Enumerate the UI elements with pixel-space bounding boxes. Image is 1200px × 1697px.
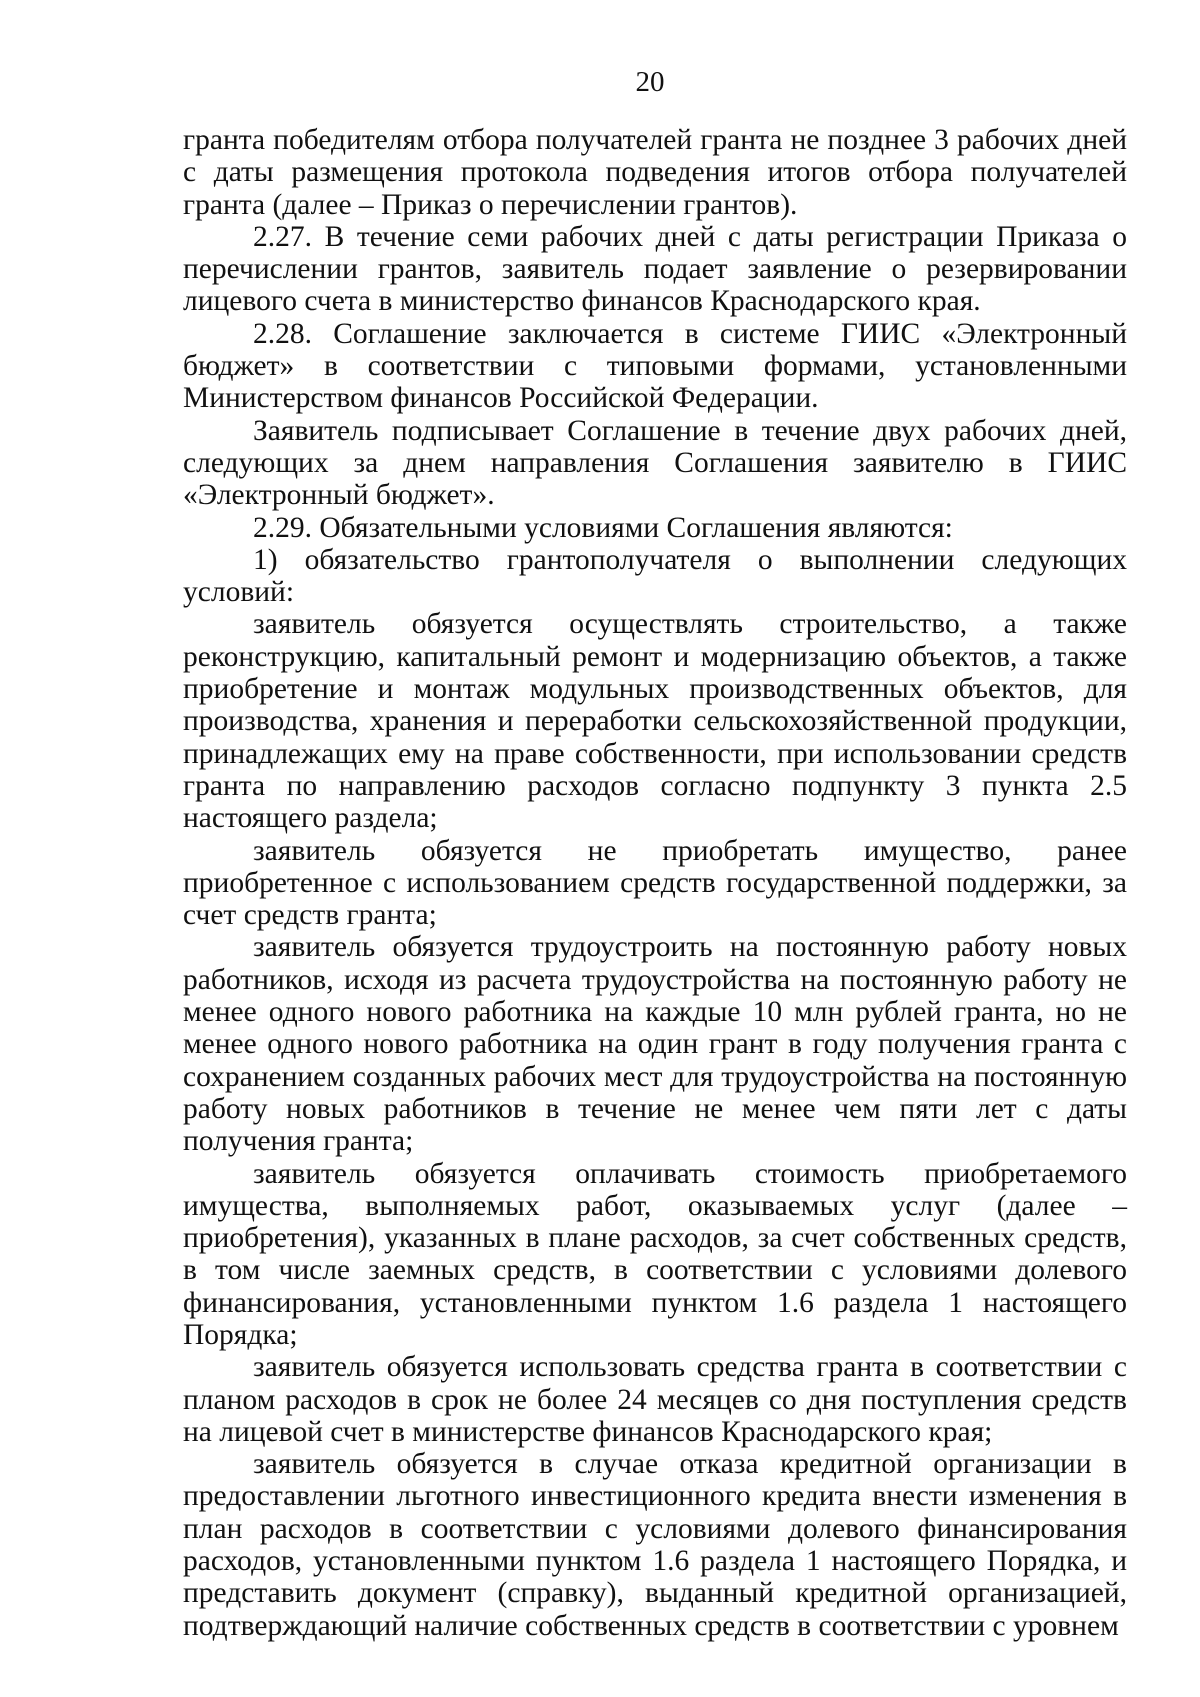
paragraph-usage-obligation: заявитель обязуется использовать средства гранта в соответствии с планом расходов в срок не более 24 месяцев со дня поступления средств на лицевой счет в министерстве финансов Краснодарского края; [183,1351,1127,1448]
paragraph-agreement-signing: Заявитель подписывает Соглашение в течение двух рабочих дней, следующих за днем направления Соглашения заявителю в ГИИС «Электронный бюджет». [183,414,1127,512]
paragraph-property-obligation: заявитель обязуется не приобретать имущество, ранее приобретенное с использованием средств государственной поддержки, за счет средств гранта; [183,834,1127,932]
document-body [183,124,1127,1642]
paragraph-credit-refusal-obligation: заявитель обязуется в случае отказа кредитной организации в предоставлении льготного инвестиционного кредита внести изменения в план расходов в соответствии с условиями долевого финансирования расходов, установленными пунктом 1.6 раздела 1 настоящего Порядка, и представить документ (справку), выданный кредитной организацией, подтверждающий наличие собственных средств в соответствии с уровнем [183,1448,1127,1642]
page-number: 20 [635,66,665,98]
paragraph-construction-obligation: заявитель обязуется осуществлять строительство, а также реконструкцию, капитальный ремонт и модернизацию объектов, а также приобретение и монтаж модульных производственных объектов, для производства, хранения и переработки сельскохозяйственной продукции, принадлежащих ему на праве собственности, при использовании средств гранта по направлению расходов согласно подпункту 3 пункта 2.5 настоящего раздела; [183,608,1127,835]
paragraph-2-29: 2.29. Обязательными условиями Соглашения являются: [253,511,953,544]
paragraph-2-27: 2.27. В течение семи рабочих дней с даты регистрации Приказа о перечислении грантов, заявитель подает заявление о резервировании лицевого счета в министерство финансов Краснодарского края. [183,220,1127,318]
paragraph-payment-obligation: заявитель обязуется оплачивать стоимость приобретаемого имущества, выполняемых работ, оказываемых услуг (далее – приобретения), указанных в плане расходов, за счет собственных средств, в том числе заемных средств, в соответствии с условиями долевого финансирования, установленными пунктом 1.6 раздела 1 настоящего Порядка; [183,1157,1127,1351]
paragraph-grant-order-intro: гранта победителям отбора получателей гранта не позднее 3 рабочих дней с даты размещения протокола подведения итогов отбора получателей гранта (далее – Приказ о перечислении грантов). [183,124,1127,221]
paragraph-obligation-1: 1) обязательство грантополучателя о выполнении следующих условий: [183,543,1127,609]
paragraph-2-28: 2.28. Соглашение заключается в системе ГИИС «Электронный бюджет» в соответствии с типовыми формами, установленными Министерством финансов Российской Федерации. [183,317,1127,415]
paragraph-employment-obligation: заявитель обязуется трудоустроить на постоянную работу новых работников, исходя из расчета трудоустройства на постоянную работу не менее одного нового работника на каждые 10 млн рублей гранта, но не менее одного нового работника на один грант в году получения гранта с сохранением созданных рабочих мест для трудоустройства на постоянную работу новых работников в течение не менее чем пяти лет с даты получения гранта; [183,931,1127,1158]
